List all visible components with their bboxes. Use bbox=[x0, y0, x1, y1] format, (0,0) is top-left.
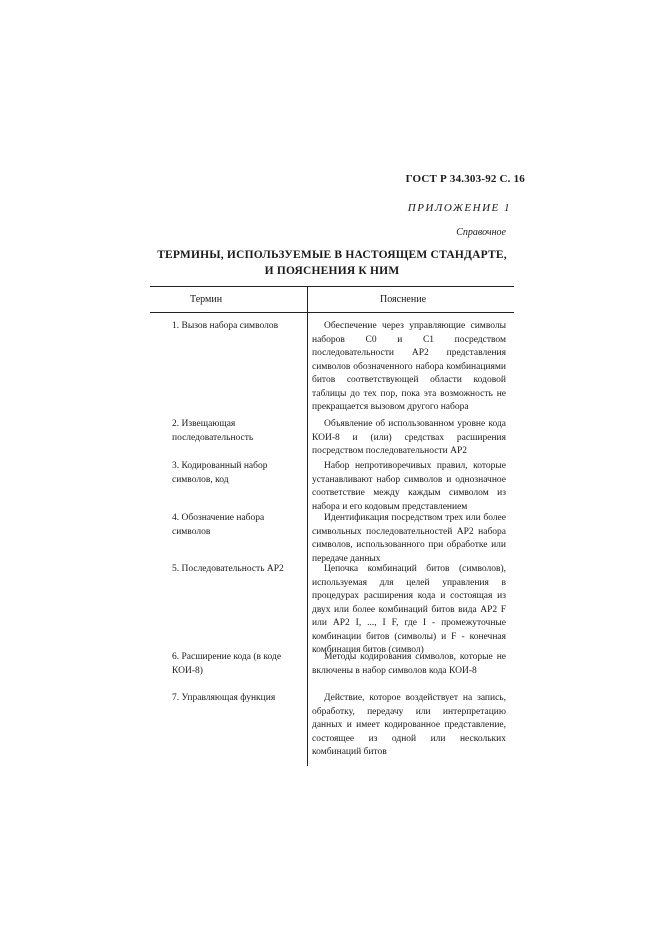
term-cell: 6. Расширение кода (в коде КОИ-8) bbox=[172, 652, 282, 676]
explanation-cell: Цепочка комбинаций битов (символов), используемая для целей управления в процедурах расширения кода и состоящая из двух или более комбинаций битов вида АР2 F или АР2 I, ..., I F, где I - промежуточные комбинации битов (символы) и F - конечная комбинация битов (символ) bbox=[312, 564, 506, 655]
explanation-cell: Обеспечение через управляющие символы наборов С0 и С1 посредством последовательности АР2 представления символов обозначенного набора комбинациями битов соответствующей области кодовой таблицы до тех пор, пока эта возможность не прекращается вызовом другого набора bbox=[312, 321, 506, 412]
term-cell: 5. Последовательность АР2 bbox=[172, 564, 284, 574]
explanation-cell: Действие, которое воздействует на запись, обработку, передачу или интерпретацию данных и имеет кодированное представление, состоящее из одной или нескольких комбинаций битов bbox=[312, 693, 506, 757]
column-header-explanation: Пояснение bbox=[380, 294, 427, 305]
explanation-cell: Объявление об использованном уровне кода КОИ-8 и (или) средствах расширения посредством последовательности АР2 bbox=[312, 419, 506, 456]
title-line-2: И ПОЯСНЕНИЯ К НИМ bbox=[264, 265, 400, 277]
term-cell: 4. Обозначение набора символов bbox=[172, 513, 265, 537]
explanation-cell: Идентификация посредством трех или более символьных последовательностей АР2 набора символов, использованного при обработке или передаче данных bbox=[312, 513, 506, 564]
term-cell: 1. Вызов набора символов bbox=[172, 321, 279, 331]
column-header-term: Термин bbox=[190, 294, 223, 305]
page-title bbox=[150, 247, 514, 279]
title-line-1: ТЕРМИНЫ, ИСПОЛЬЗУЕМЫЕ В НАСТОЯЩЕМ СТАНДАРТЕ, bbox=[157, 249, 507, 261]
table-header-rule bbox=[150, 312, 514, 313]
explanation-cell: Методы кодирования символов, которые не включены в набор символов кода КОИ-8 bbox=[312, 652, 506, 676]
explanation-cell: Набор непротиворечивых правил, которые устанавливают набор символов и однозначное соответствие между каждым символом из набора и его кодовым представлением bbox=[312, 461, 506, 512]
term-cell: 7. Управляющая функция bbox=[172, 693, 276, 703]
reference-label: Справочное bbox=[456, 227, 506, 238]
table-top-rule bbox=[150, 286, 514, 287]
term-cell: 3. Кодированный набор символов, код bbox=[172, 461, 268, 485]
column-divider bbox=[307, 286, 308, 766]
document-code: ГОСТ Р 34.303-92 С. 16 bbox=[405, 173, 525, 185]
term-cell: 2. Извещающая последовательность bbox=[172, 419, 254, 443]
appendix-label: ПРИЛОЖЕНИЕ 1 bbox=[407, 202, 511, 214]
